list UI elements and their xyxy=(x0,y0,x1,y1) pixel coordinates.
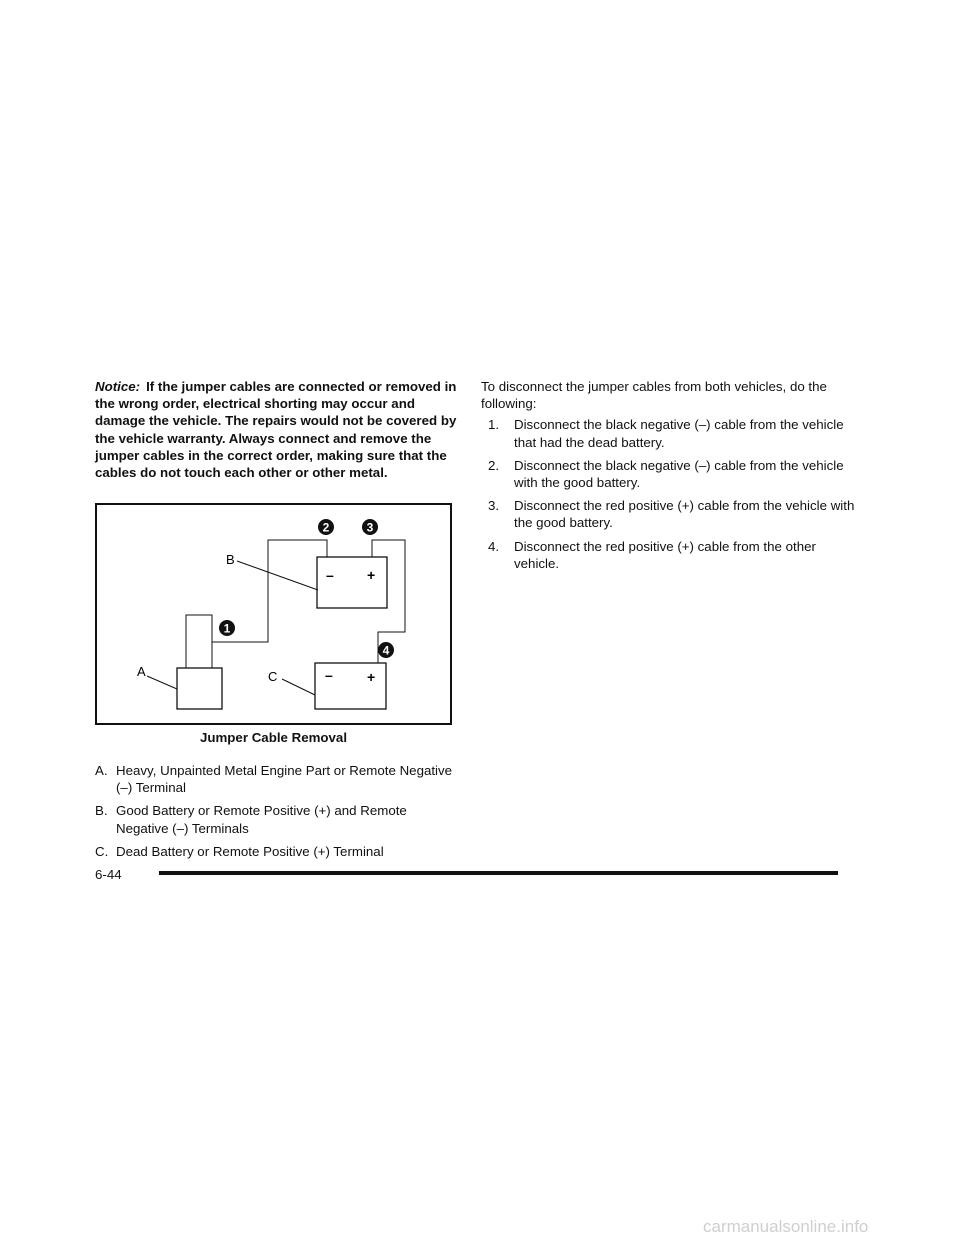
step-number: 2. xyxy=(488,457,500,473)
svg-text:2: 2 xyxy=(322,520,330,535)
legend-item-c xyxy=(95,843,457,860)
step-number: 1. xyxy=(488,417,500,433)
step-number: 4. xyxy=(488,538,500,554)
legend-key: C. xyxy=(95,843,109,859)
legend-item-a xyxy=(95,762,457,796)
notice-text: If the jumper cables are connected or removed in the wrong order, electrical shorting may occur and damage the vehicle. The repairs would not be covered by the vehicle warranty. Always connect and remove the jumper cables in the correct order, making sure that the cables do not touch each other or other metal. xyxy=(95,379,457,481)
legend-text: Good Battery or Remote Positive (+) and Remote Negative (–) Terminals xyxy=(116,803,407,836)
step-item xyxy=(488,497,861,531)
good-battery-minus: – xyxy=(326,567,334,583)
leader-c xyxy=(282,679,315,695)
svg-text:4: 4 xyxy=(382,643,390,658)
jumper-cable-diagram xyxy=(95,503,452,725)
legend-text: Heavy, Unpainted Metal Engine Part or Remote Negative (–) Terminal xyxy=(116,763,453,796)
leader-b xyxy=(237,561,318,590)
good-battery-plus: + xyxy=(367,567,376,583)
figure-caption: Jumper Cable Removal xyxy=(199,730,348,745)
legend-key: B. xyxy=(95,803,108,819)
engine-block xyxy=(177,668,222,709)
step-marker-4 xyxy=(378,642,394,658)
svg-text:3: 3 xyxy=(366,520,374,535)
dead-battery-minus: – xyxy=(325,667,333,683)
step-text: Disconnect the black negative (–) cable from the vehicle that had the dead battery. xyxy=(514,417,844,450)
step-marker-1 xyxy=(219,620,235,636)
instructions-block xyxy=(481,378,861,578)
label-b: B xyxy=(226,552,235,567)
diagram-svg xyxy=(97,505,450,723)
leader-a xyxy=(147,676,177,689)
engine-stem xyxy=(186,615,212,668)
step-item xyxy=(488,457,861,491)
notice-paragraph xyxy=(95,378,457,481)
legend-text: Dead Battery or Remote Positive (+) Terminal xyxy=(116,843,384,859)
footer-rule xyxy=(159,871,838,875)
legend-key: A. xyxy=(95,763,108,778)
dead-battery-plus: + xyxy=(367,669,376,685)
instructions-steps xyxy=(481,416,861,572)
watermark: carmanualsonline.info xyxy=(703,1217,869,1236)
step-marker-2 xyxy=(318,519,334,535)
step-item xyxy=(488,416,861,450)
svg-text:1: 1 xyxy=(223,621,231,636)
step-text: Disconnect the black negative (–) cable from the vehicle with the good battery. xyxy=(514,457,844,491)
step-item xyxy=(488,538,861,572)
step-text: Disconnect the red positive (+) cable from the vehicle with the good battery. xyxy=(514,498,855,531)
page-number: 6-44 xyxy=(95,867,122,882)
notice-lead: Notice: xyxy=(95,379,141,394)
step-marker-3 xyxy=(362,519,378,535)
notice-block xyxy=(95,378,457,481)
label-c: C xyxy=(268,669,278,684)
label-a: A xyxy=(137,664,146,679)
step-number: 3. xyxy=(488,498,500,514)
legend-item-b xyxy=(95,802,457,836)
figure-legend xyxy=(95,762,457,866)
instructions-intro: To disconnect the jumper cables from both vehicles, do the following: xyxy=(481,379,827,412)
step-text: Disconnect the red positive (+) cable from the other vehicle. xyxy=(514,538,816,571)
